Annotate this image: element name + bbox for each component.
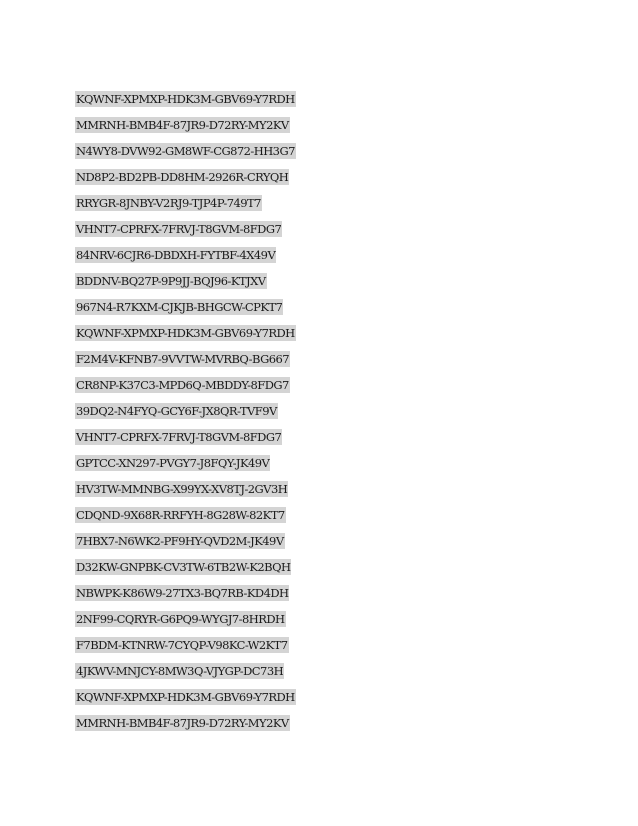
list-item: [75, 216, 296, 242]
list-item: [75, 320, 296, 346]
list-item: [75, 710, 296, 736]
list-item: [75, 554, 296, 580]
list-item: [75, 632, 296, 658]
key-text: KQWNF-XPMXP-HDK3M-GBV69-Y7RDH: [76, 92, 295, 107]
list-item: [75, 684, 296, 710]
list-item: [75, 164, 296, 190]
list-item: [75, 476, 296, 502]
list-item: [75, 294, 296, 320]
key-text: 84NRV-6CJR6-DBDXH-FYTBF-4X49V: [76, 248, 276, 263]
list-item: [75, 450, 296, 476]
key-text: 2NF99-CQRYR-G6PQ9-WYGJ7-8HRDH: [76, 612, 285, 627]
list-item: [75, 580, 296, 606]
key-text: NBWPK-K86W9-27TX3-BQ7RB-KD4DH: [76, 586, 289, 601]
key-text: VHNT7-CPRFX-7FRVJ-T8GVM-8FDG7: [76, 430, 282, 445]
key-text: GPTCC-XN297-PVGY7-J8FQY-JK49V: [76, 456, 270, 471]
key-text: F2M4V-KFNB7-9VVTW-MVRBQ-BG667: [76, 352, 290, 367]
list-item: [75, 372, 296, 398]
key-text: N4WY8-DVW92-GM8WF-CG872-HH3G7: [76, 144, 295, 159]
key-text: HV3TW-MMNBG-X99YX-XV8TJ-2GV3H: [76, 482, 288, 497]
key-text: CDQND-9X68R-RRFYH-8G28W-82KT7: [76, 508, 285, 523]
key-text: VHNT7-CPRFX-7FRVJ-T8GVM-8FDG7: [76, 222, 282, 237]
key-text: KQWNF-XPMXP-HDK3M-GBV69-Y7RDH: [76, 690, 295, 705]
key-text: 967N4-R7KXM-CJKJB-BHGCW-CPKT7: [76, 300, 283, 315]
list-item: [75, 398, 296, 424]
list-item: [75, 502, 296, 528]
key-text: CR8NP-K37C3-MPD6Q-MBDDY-8FDG7: [76, 378, 289, 393]
key-text: 4JKWV-MNJCY-8MW3Q-VJYGP-DC73H: [76, 664, 284, 679]
key-text: 39DQ2-N4FYQ-GCY6F-JX8QR-TVF9V: [76, 404, 277, 419]
key-text: RRYGR-8JNBY-V2RJ9-TJP4P-749T7: [76, 196, 261, 211]
key-text: BDDNV-BQ27P-9P9JJ-BQJ96-KTJXV: [76, 274, 266, 289]
list-item: [75, 86, 296, 112]
list-item: [75, 424, 296, 450]
key-text: MMRNH-BMB4F-87JR9-D72RY-MY2KV: [76, 118, 289, 133]
list-item: [75, 242, 296, 268]
key-text: F7BDM-KTNRW-7CYQP-V98KC-W2KT7: [76, 638, 288, 653]
key-text: 7HBX7-N6WK2-PF9HY-QVD2M-JK49V: [76, 534, 284, 549]
list-item: [75, 658, 296, 684]
key-text: ND8P2-BD2PB-DD8HM-2926R-CRYQH: [76, 170, 289, 185]
key-text: D32KW-GNPBK-CV3TW-6TB2W-K2BQH: [76, 560, 291, 575]
key-text: MMRNH-BMB4F-87JR9-D72RY-MY2KV: [76, 716, 289, 731]
list-item: [75, 528, 296, 554]
list-item: [75, 606, 296, 632]
key-text: KQWNF-XPMXP-HDK3M-GBV69-Y7RDH: [76, 326, 295, 341]
list-item: [75, 112, 296, 138]
key-list: [75, 86, 296, 736]
list-item: [75, 268, 296, 294]
list-item: [75, 346, 296, 372]
list-item: [75, 138, 296, 164]
list-item: [75, 190, 296, 216]
